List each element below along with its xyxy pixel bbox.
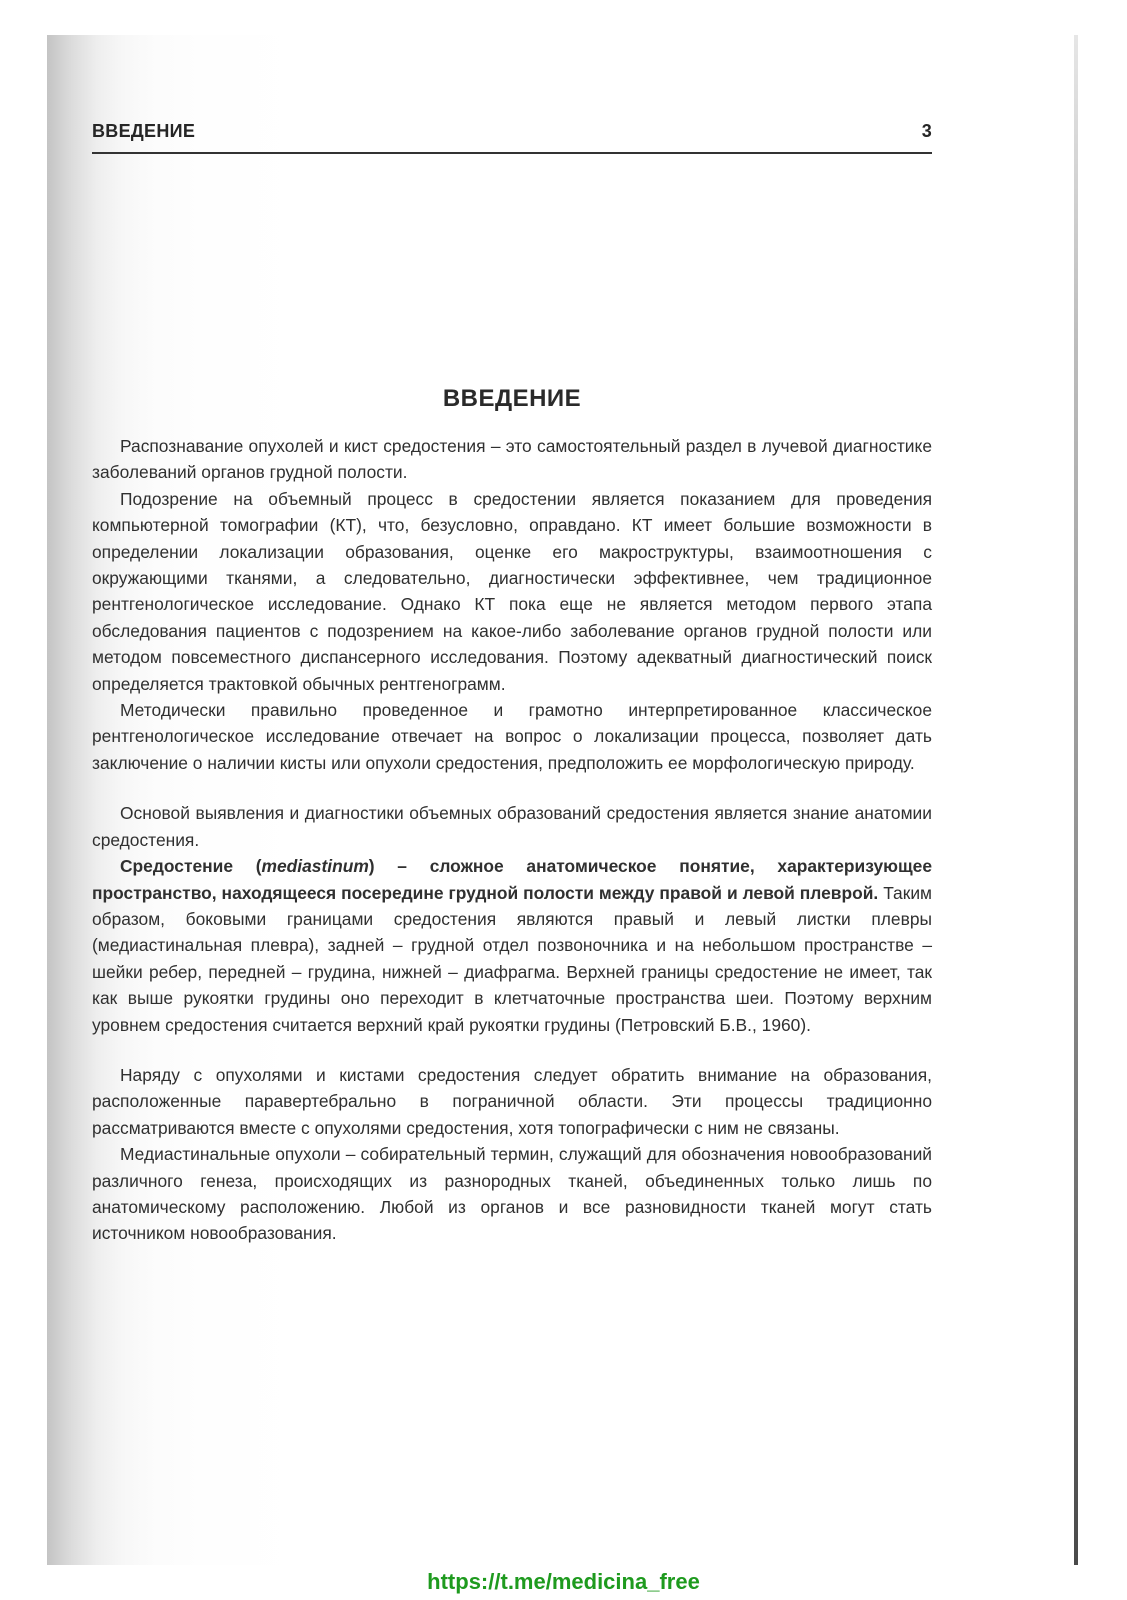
definition-bold-end: ) – сложное анатомическое понятие, характеризующее пространство, находящееся посередине грудной полости между правой и левой плеврой. [92, 856, 932, 903]
page-edge-shadow [1074, 35, 1078, 1565]
scanned-page [47, 35, 1078, 1565]
paragraph: Медиастинальные опухоли – собирательный термин, служащий для обозначения новообразований различного генеза, происходящих из разнородных тканей, объединенных только лишь по анатомическому расположению. Любой из органов и все разновидности тканей могут стать источником новообразования. [92, 1144, 932, 1244]
paragraph: Методически правильно проведенное и грамотно интерпретированное классическое рентгенологическое исследование отвечает на вопрос о локализации процесса, позволяет дать заключение о наличии кисты или опухоли средостения, предположить ее морфологическую природу. [92, 700, 932, 773]
chapter-title: ВВЕДЕНИЕ [442, 385, 582, 412]
paragraph: Основой выявления и диагностики объемных образований средостения является знание анатомии средостения. [92, 803, 932, 850]
definition-bold-start: Средостение ( [120, 856, 262, 877]
telegram-link[interactable]: https://t.me/medicina_free [427, 1569, 700, 1594]
definition-rest: Таким образом, боковыми границами средостения являются правый и левый листки плевры (медиастинальная плевра), задней – грудной отдел позвоночника и на небольшом пространстве – шейки ребер, передней – грудина, нижней – диафрагма. Верхней границы средостение не имеет, так как выше рукоятки грудины оно переходит в клетчаточные пространства шеи. Поэтому верхним уровнем средостения считается верхний край рукоятки грудины (Петровский Б.В., 1960). [92, 882, 933, 1035]
paragraph: Подозрение на объемный процесс в средостении является показанием для проведения компьютерной томографии (КТ), что, безусловно, оправдано. КТ имеет большие возможности в определении локализации образования, оценке его макроструктуры, взаимоотношения с окружающими тканями, а следовательно, диагностически эффективнее, чем традиционное рентгенологическое исследование. Однако КТ пока еще не является методом первого этапа обследования пациентов с подозрением на какое-либо заболевание органов грудной полости или методом повсеместного диспансерного исследования. Поэтому адекватный диагностический поиск определяется трактовкой обычных рентгенограмм. [92, 488, 932, 694]
paragraph: Распознавание опухолей и кист средостения – это самостоятельный раздел в лучевой диагностике заболеваний органов грудной полости. [92, 436, 932, 483]
paragraph-definition [92, 853, 932, 1038]
body-text [92, 433, 932, 1247]
header-rule [92, 152, 932, 154]
running-title: ВВЕДЕНИЕ [92, 121, 196, 141]
definition-term: mediastinum [261, 856, 369, 877]
running-header [92, 121, 932, 142]
paragraph: Наряду с опухолями и кистами средостения следует обратить внимание на образования, расположенные паравертебрально в пограничной области. Эти процессы традиционно рассматриваются вместе с опухолями средостения, хотя топографически с ним не связаны. [92, 1064, 932, 1138]
page-number: 3 [921, 121, 932, 141]
